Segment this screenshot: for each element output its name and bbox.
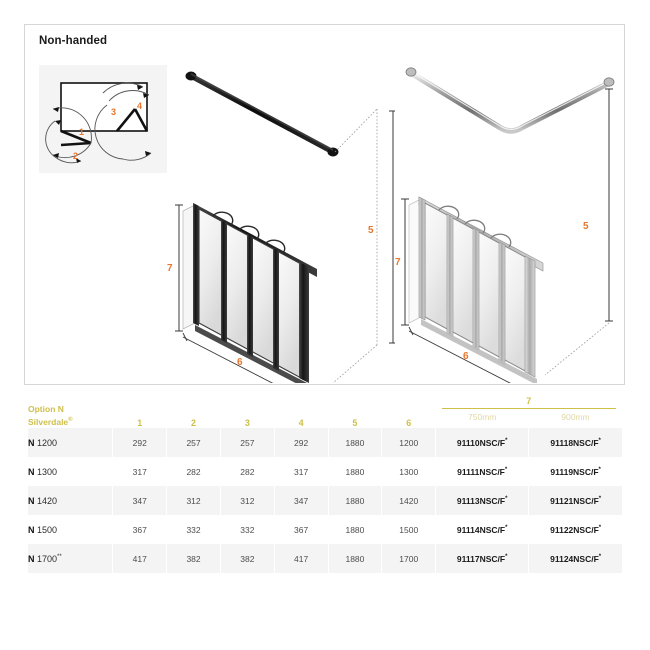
handing-number-3: 3 (111, 107, 117, 117)
cell-code-900 (529, 486, 622, 515)
code-mark: * (598, 524, 602, 531)
cell-6: 1300 (382, 457, 436, 486)
figure-straight-rail-screen (165, 53, 395, 383)
code-text: 91121NSC/F (550, 495, 599, 506)
cell-3: 332 (220, 515, 274, 544)
cell-4: 347 (274, 486, 328, 515)
drawing-panel (24, 24, 625, 385)
column-header-3: 3 (220, 396, 274, 428)
cell-6: 1200 (382, 428, 436, 457)
row-size: 1200 (37, 437, 58, 448)
cell-6: 1700 (382, 544, 436, 573)
cell-1: 292 (113, 428, 167, 457)
row-prefix: N (28, 495, 35, 506)
table-row (28, 515, 622, 544)
handing-key-diagram (39, 65, 167, 173)
cell-5: 1880 (328, 486, 382, 515)
cell-code-750 (436, 428, 529, 457)
bath-screen-left (183, 203, 317, 383)
code-mark: * (505, 437, 508, 444)
column-header-1: 1 (113, 396, 167, 428)
row-model (28, 457, 113, 486)
cell-code-900 (529, 457, 622, 486)
dimension-label-7: 7 (167, 263, 173, 274)
model-header-line2: Silverdale (28, 416, 69, 427)
group-subheader-750: 750mm (468, 412, 497, 422)
row-size-mark: ** (57, 553, 62, 560)
handing-number-2: 2 (73, 151, 79, 161)
cell-2: 312 (167, 486, 221, 515)
table-body (28, 428, 622, 573)
registered-mark: ® (68, 416, 73, 423)
cell-5: 1880 (328, 515, 382, 544)
code-text: 91124NSC/F (550, 553, 599, 564)
cell-2: 282 (167, 457, 221, 486)
column-header-4: 4 (274, 396, 328, 428)
column-header-group-7 (436, 396, 622, 428)
dimension-label-6: 6 (237, 357, 243, 368)
code-text: 91122NSC/F (550, 524, 599, 535)
bath-screen-right (409, 197, 543, 383)
cell-code-750 (436, 457, 529, 486)
cell-4: 417 (274, 544, 328, 573)
cell-4: 292 (274, 428, 328, 457)
dimension-label-5: 5 (368, 225, 374, 236)
cell-6: 1500 (382, 515, 436, 544)
cell-5: 1880 (328, 457, 382, 486)
column-header-model (28, 396, 113, 428)
code-text: 91111NSC/F (457, 466, 505, 477)
dimension-line-5 (605, 89, 613, 321)
table-row (28, 428, 622, 457)
handing-number-4: 4 (137, 101, 143, 111)
code-text: 91114NSC/F (456, 524, 506, 535)
code-mark: * (505, 495, 508, 502)
cell-6: 1420 (382, 486, 436, 515)
row-model (28, 544, 113, 573)
cell-code-750 (436, 515, 529, 544)
code-mark: * (598, 553, 602, 560)
row-prefix: N (28, 466, 35, 477)
table-row (28, 457, 622, 486)
cell-1: 317 (113, 457, 167, 486)
row-size: 1300 (37, 466, 58, 477)
figure-curved-rail-screen (395, 53, 625, 383)
code-mark: * (505, 553, 508, 560)
row-model (28, 486, 113, 515)
code-text: 91117NSC/F (456, 553, 506, 564)
row-model (28, 428, 113, 457)
code-text: 91119NSC/F (550, 466, 599, 477)
cell-3: 257 (220, 428, 274, 457)
code-text: 91113NSC/F (456, 495, 506, 506)
cell-code-900 (529, 515, 622, 544)
cell-1: 367 (113, 515, 167, 544)
code-mark: * (505, 524, 508, 531)
column-header-5: 5 (328, 396, 382, 428)
cell-2: 332 (167, 515, 221, 544)
dimension-label-5: 5 (583, 221, 589, 232)
cell-code-750 (436, 486, 529, 515)
row-size: 1420 (37, 495, 58, 506)
column-header-2: 2 (167, 396, 221, 428)
cell-code-750 (436, 544, 529, 573)
group-header-rule (442, 408, 616, 409)
code-mark: * (504, 466, 508, 473)
column-header-6: 6 (382, 396, 436, 428)
code-mark: * (598, 495, 602, 502)
specification-table (28, 396, 622, 573)
code-mark: * (598, 437, 601, 444)
cell-3: 312 (220, 486, 274, 515)
cell-3: 382 (220, 544, 274, 573)
dimension-line-7 (401, 199, 409, 325)
cell-4: 367 (274, 515, 328, 544)
cell-1: 347 (113, 486, 167, 515)
table-row (28, 486, 622, 515)
row-size: 1700 (37, 553, 58, 564)
cell-code-900 (529, 544, 622, 573)
dimension-line-7 (175, 205, 183, 331)
code-text: 91118NSC/F (550, 437, 599, 448)
table-row (28, 544, 622, 573)
cell-4: 317 (274, 457, 328, 486)
table-header (28, 396, 622, 428)
group-header-title: 7 (526, 396, 532, 406)
dimension-label-6: 6 (463, 351, 469, 362)
cell-3: 282 (220, 457, 274, 486)
code-text: 91110NSC/F (456, 437, 506, 448)
group-subheader-900: 900mm (561, 412, 590, 422)
cell-2: 382 (167, 544, 221, 573)
row-size: 1500 (37, 524, 58, 535)
cell-2: 257 (167, 428, 221, 457)
row-prefix: N (28, 524, 35, 535)
shower-rail-straight (186, 72, 339, 157)
handing-number-1: 1 (79, 127, 85, 137)
code-mark: * (598, 466, 601, 473)
cell-code-900 (529, 428, 622, 457)
panel-title: Non-handed (39, 35, 108, 47)
row-prefix: N (28, 553, 35, 564)
row-model (28, 515, 113, 544)
cell-1: 417 (113, 544, 167, 573)
row-prefix: N (28, 437, 35, 448)
cell-5: 1880 (328, 428, 382, 457)
shower-rail-l-shaped (406, 68, 614, 131)
dimension-label-7: 7 (395, 257, 401, 268)
model-header-line1: Option N (28, 404, 64, 415)
cell-5: 1880 (328, 544, 382, 573)
